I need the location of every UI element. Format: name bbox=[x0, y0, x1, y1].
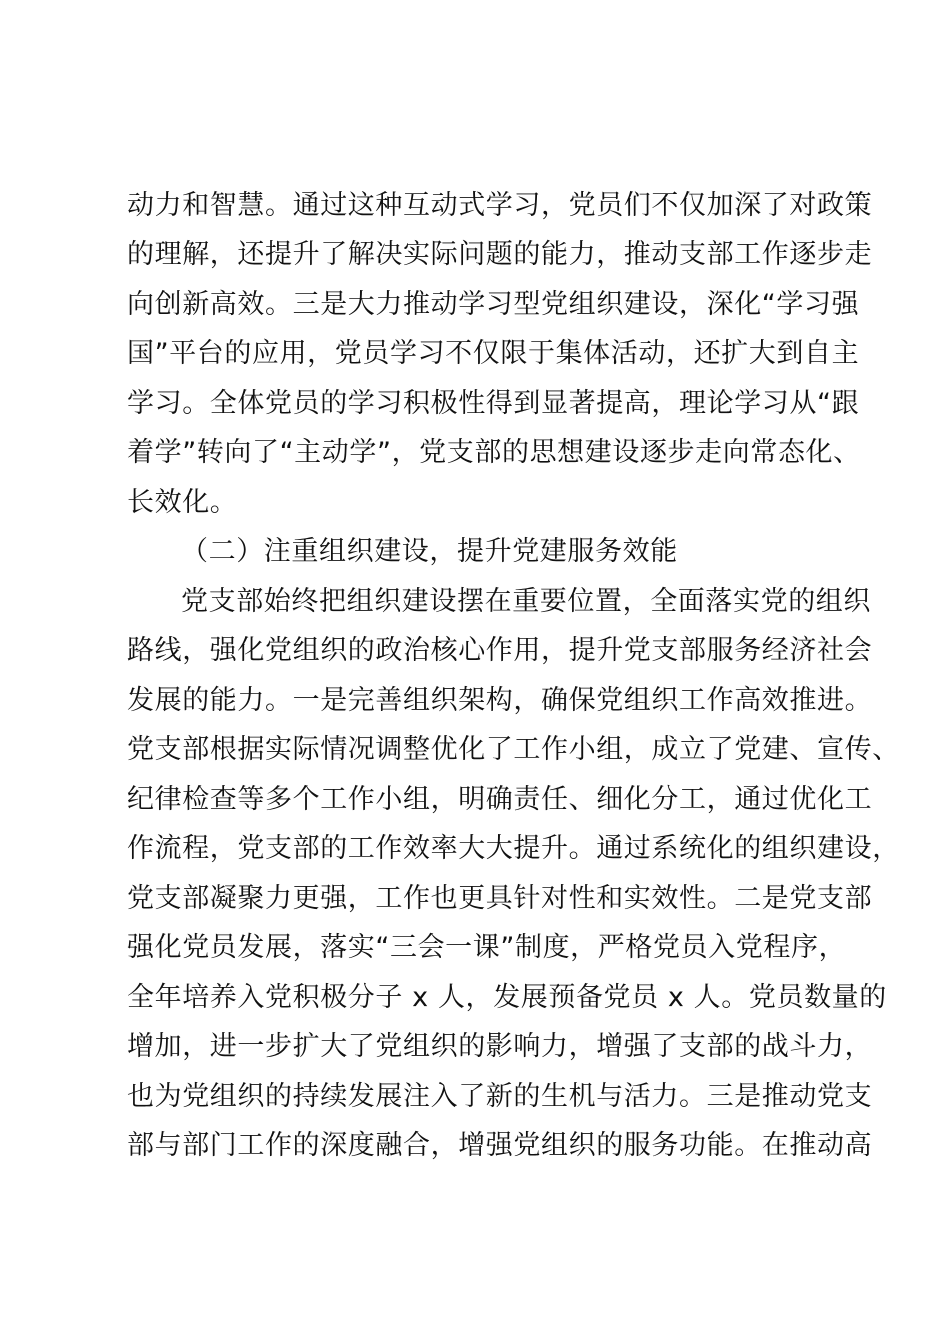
paragraph-line: 动力和智慧。通过这种互动式学习，党员们不仅加深了对政策 bbox=[127, 190, 873, 221]
paragraph-line: 部与部门工作的深度融合，增强党组织的服务功能。在推动高 bbox=[127, 1130, 873, 1161]
paragraph-line: 国”平台的应用，党员学习不仅限于集体活动，还扩大到自主 bbox=[127, 338, 860, 369]
paragraph-line: 的理解，还提升了解决实际问题的能力，推动支部工作逐步走 bbox=[127, 239, 873, 270]
paragraph-line: 着学”转向了“主动学”，党支部的思想建设逐步走向常态化、 bbox=[127, 437, 861, 468]
paragraph-line: 长效化。 bbox=[127, 487, 238, 518]
section-heading: （二）注重组织建设，提升党建服务效能 bbox=[181, 536, 678, 567]
paragraph-line: 党支部始终把组织建设摆在重要位置，全面落实党的组织 bbox=[181, 586, 871, 617]
paragraph-line: 路线，强化党组织的政治核心作用，提升党支部服务经济社会 bbox=[127, 635, 873, 666]
paragraph-line: 向创新高效。三是大力推动学习型党组织建设，深化“学习强 bbox=[127, 289, 860, 320]
paragraph-line: 作流程，党支部的工作效率大大提升。通过系统化的组织建设， bbox=[127, 833, 900, 864]
paragraph-line: 学习。全体党员的学习积极性得到显著提高，理论学习从“跟 bbox=[127, 388, 860, 419]
paragraph-line: 发展的能力。一是完善组织架构，确保党组织工作高效推进。 bbox=[127, 685, 873, 716]
paragraph-line: 强化党员发展，落实“三会一课”制度，严格党员入党程序， bbox=[127, 932, 847, 963]
paragraph-line: 纪律检查等多个工作小组，明确责任、细化分工，通过优化工 bbox=[127, 784, 873, 815]
paragraph-line: 增加，进一步扩大了党组织的影响力，增强了支部的战斗力， bbox=[127, 1031, 873, 1062]
paragraph-line: 党支部凝聚力更强，工作也更具针对性和实效性。二是党支部 bbox=[127, 883, 873, 914]
paragraph-line: 也为党组织的持续发展注入了新的生机与活力。三是推动党支 bbox=[127, 1081, 873, 1112]
paragraph-line: 党支部根据实际情况调整优化了工作小组，成立了党建、宣传、 bbox=[127, 734, 900, 765]
paragraph-line: 全年培养入党积极分子 x 人，发展预备党员 x 人。党员数量的 bbox=[127, 982, 887, 1013]
